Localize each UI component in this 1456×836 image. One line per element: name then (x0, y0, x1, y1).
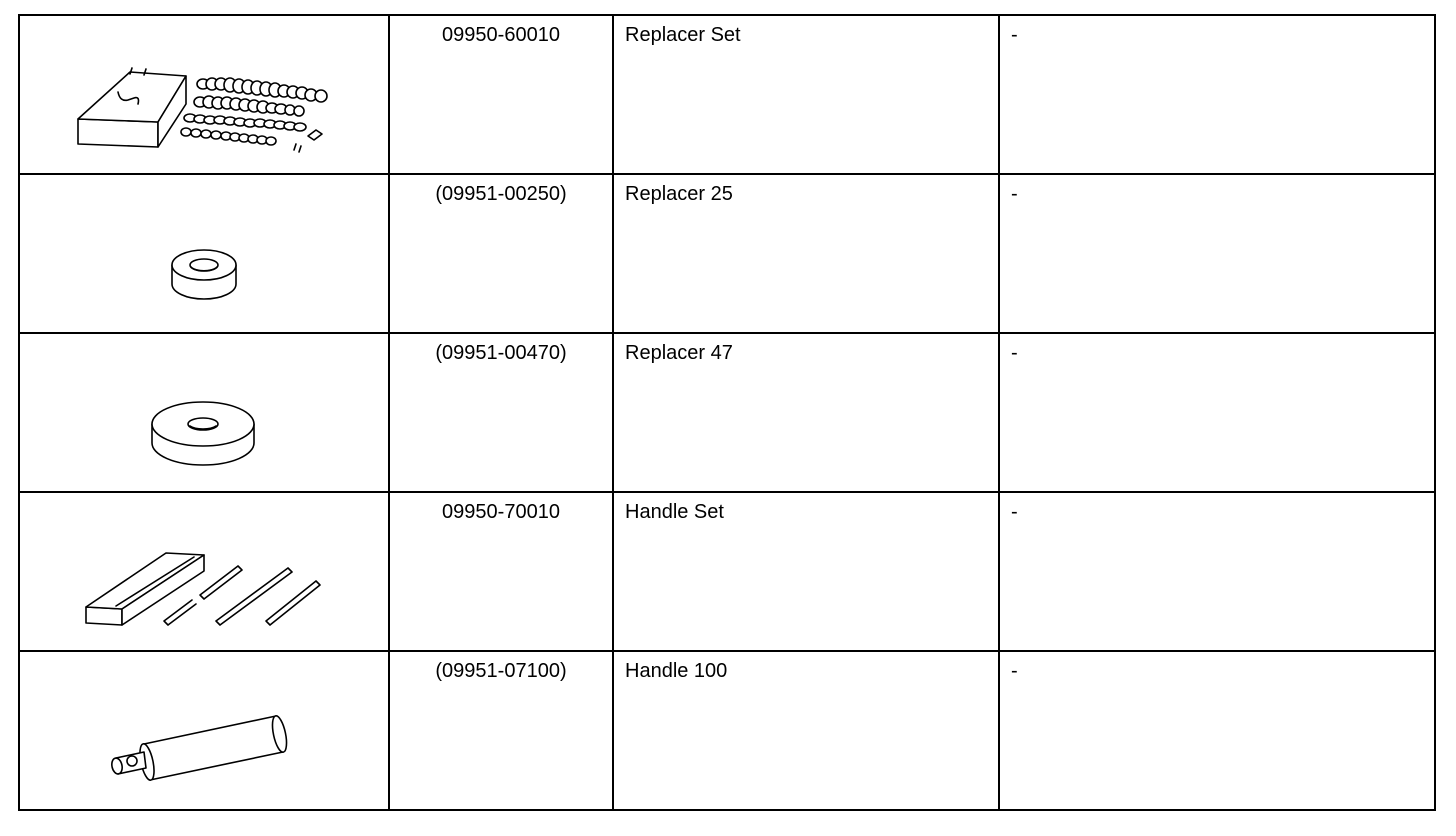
tool-name: Replacer 47 (625, 342, 733, 364)
part-number: 09950-60010 (442, 24, 560, 46)
part-number-cell (389, 15, 613, 174)
table-row (19, 492, 1435, 651)
part-number-cell (389, 492, 613, 651)
table-row (19, 174, 1435, 333)
tool-name: Replacer 25 (625, 183, 733, 205)
note: - (1011, 24, 1018, 46)
part-number-cell (389, 174, 613, 333)
note-cell (999, 333, 1435, 492)
handle-100-icon (20, 652, 386, 809)
tool-name-cell (613, 15, 999, 174)
note: - (1011, 501, 1018, 523)
table-row (19, 651, 1435, 810)
handle-set-icon (20, 493, 386, 650)
part-number-cell (389, 651, 613, 810)
note: - (1011, 660, 1018, 682)
illustration-cell (19, 492, 389, 651)
table-row (19, 15, 1435, 174)
tool-name-cell (613, 333, 999, 492)
table-row (19, 333, 1435, 492)
replacer-set-icon (20, 16, 386, 173)
replacer-47-icon (20, 334, 386, 491)
illustration-cell (19, 15, 389, 174)
note: - (1011, 342, 1018, 364)
tool-name: Handle Set (625, 501, 724, 523)
note-cell (999, 492, 1435, 651)
illustration-cell (19, 174, 389, 333)
part-number: (09951-00250) (435, 183, 567, 205)
part-number: 09950-70010 (442, 501, 560, 523)
part-number: (09951-00470) (435, 342, 567, 364)
tool-name: Replacer Set (625, 24, 741, 46)
note-cell (999, 651, 1435, 810)
note-cell (999, 15, 1435, 174)
tool-name-cell (613, 492, 999, 651)
tool-name-cell (613, 651, 999, 810)
note: - (1011, 183, 1018, 205)
replacer-25-icon (20, 175, 386, 332)
part-number: (09951-07100) (435, 660, 567, 682)
illustration-cell (19, 651, 389, 810)
tool-name-cell (613, 174, 999, 333)
note-cell (999, 174, 1435, 333)
tool-name: Handle 100 (625, 660, 728, 682)
part-number-cell (389, 333, 613, 492)
illustration-cell (19, 333, 389, 492)
special-service-tools-table (18, 14, 1436, 811)
